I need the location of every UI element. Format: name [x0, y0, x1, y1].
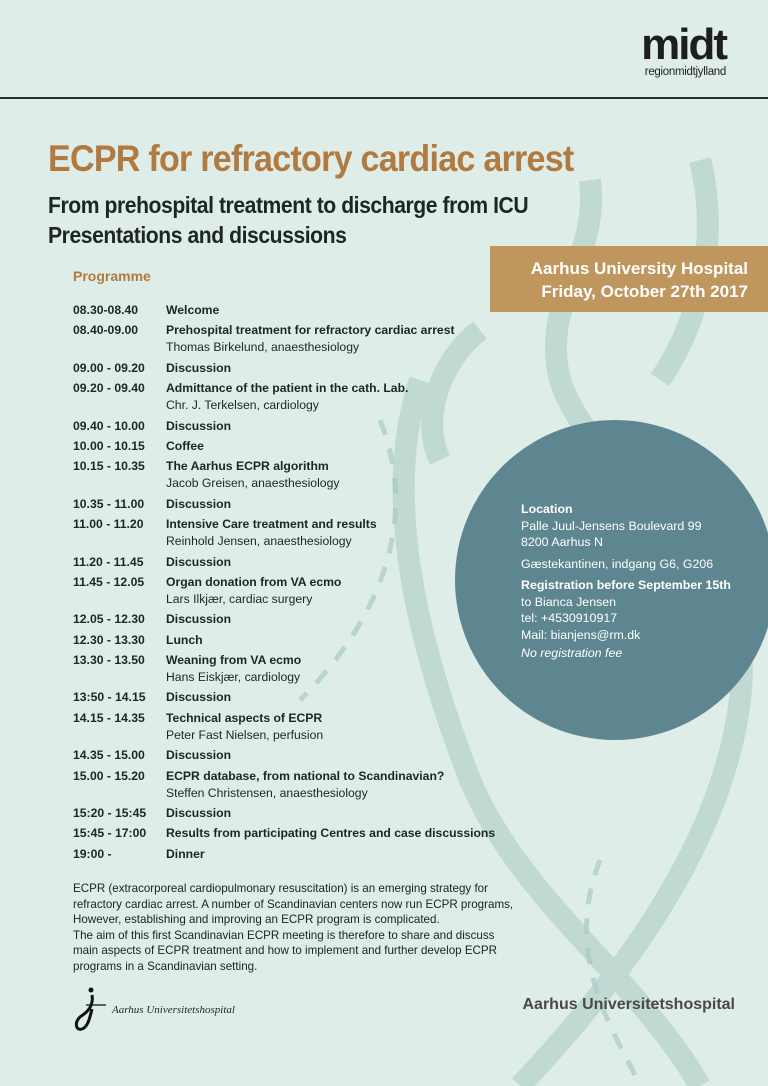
item-title: Intensive Care treatment and results — [166, 517, 377, 532]
item-time: 12.30 - 13.30 — [73, 632, 145, 647]
item-time: 09.00 - 09.20 — [73, 360, 145, 375]
item-title: Discussion — [166, 690, 232, 705]
programme-item — [73, 380, 543, 414]
description-line: However, establishing and improving an ECPR program is complicated. — [73, 913, 440, 926]
poster-title: ECPR for refractory cardiac arrest — [48, 138, 574, 179]
address-line: Palle Juul-Jensens Boulevard 99 — [521, 518, 702, 533]
item-time: 08.40-09.00 — [73, 323, 139, 338]
item-time: 09.40 - 10.00 — [73, 418, 145, 433]
address-line: 8200 Aarhus N — [521, 535, 603, 549]
programme-heading: Programme — [73, 268, 151, 284]
item-time: 15:45 - 17:00 — [73, 826, 147, 841]
contact-phone: tel: +4530910917 — [521, 611, 618, 625]
description-line: ECPR (extracorporeal cardiopulmonary resuscitation) is an emerging strategy for — [73, 882, 488, 895]
item-title: The Aarhus ECPR algorithm — [166, 459, 329, 474]
item-speaker: Peter Fast Nielsen, perfusion — [166, 727, 324, 742]
item-title: Organ donation from VA ecmo — [166, 574, 342, 589]
venue: Aarhus University Hospital — [530, 259, 748, 278]
programme-item — [73, 846, 543, 863]
item-speaker: Lars Ilkjær, cardiac surgery — [166, 591, 313, 606]
description-line: main aspects of ECPR treatment and how to implement and further develop ECPR — [73, 944, 498, 957]
item-title: Dinner — [166, 846, 205, 861]
programme-item — [73, 805, 543, 822]
item-title: Weaning from VA ecmo — [166, 653, 302, 668]
item-speaker: Jacob Greisen, anaesthesiology — [166, 476, 340, 491]
item-title: Results from participating Centres and case discussions — [166, 826, 496, 841]
description-line: The aim of this first Scandinavian ECPR meeting is therefore to share and discuss — [73, 928, 495, 942]
footer-hospital-name: Aarhus Universitetshospital — [522, 996, 735, 1013]
item-time: 12.05 - 12.30 — [73, 612, 145, 627]
description-line: programs in a Scandinavian setting. — [73, 959, 258, 973]
programme-item — [73, 322, 543, 356]
logo-main: midt — [641, 20, 726, 69]
programme-item — [73, 710, 543, 744]
item-time: 15.00 - 15.20 — [73, 768, 145, 783]
subtitle-line: Presentations and discussions — [48, 222, 347, 248]
aarhus-hospital-logo — [72, 987, 235, 1033]
event-date: Friday, October 27th 2017 — [541, 282, 748, 301]
item-time: 09.20 - 09.40 — [73, 381, 145, 396]
item-title: Discussion — [166, 360, 232, 375]
item-title: Discussion — [166, 554, 232, 569]
programme-item — [73, 360, 543, 377]
item-time: 13:50 - 14.15 — [73, 690, 146, 705]
programme-item — [73, 438, 543, 455]
item-speaker: Thomas Birkelund, anaesthesiology — [166, 340, 360, 355]
midt-logo — [641, 20, 726, 78]
item-time: 14.35 - 15.00 — [73, 748, 145, 763]
programme-item — [73, 747, 543, 764]
contact-person: to Bianca Jensen — [521, 594, 617, 609]
description — [73, 881, 563, 974]
registration-heading: Registration before September 15th — [521, 578, 731, 592]
item-title: Discussion — [166, 748, 232, 763]
programme-item — [73, 652, 543, 686]
item-speaker: Hans Eiskjær, cardiology — [166, 670, 301, 685]
item-time: 10.00 - 10.15 — [73, 438, 145, 453]
item-title: ECPR database, from national to Scandinavian? — [166, 768, 445, 783]
programme-item — [73, 302, 543, 319]
item-title: Discussion — [166, 612, 232, 627]
item-speaker: Chr. J. Terkelsen, cardiology — [166, 398, 319, 413]
item-time: 08.30-08.40 — [73, 303, 139, 317]
logo-text: Aarhus Universitetshospital — [112, 1004, 235, 1016]
item-time: 11.00 - 11.20 — [73, 517, 144, 532]
item-title: Coffee — [166, 438, 204, 453]
logo-sub: regionmidtjylland — [644, 66, 726, 78]
location-heading: Location — [521, 502, 573, 516]
item-speaker: Steffen Christensen, anaesthesiology — [166, 785, 368, 800]
subtitle-line: From prehospital treatment to discharge from ICU — [48, 192, 529, 218]
item-time: 19:00 - — [73, 846, 112, 861]
item-time: 11.45 - 12.05 — [73, 574, 145, 589]
item-time: 13.30 - 13.50 — [73, 653, 145, 668]
programme-item — [73, 418, 543, 435]
item-title: Discussion — [166, 418, 232, 433]
item-speaker: Reinhold Jensen, anaesthesiology — [166, 534, 352, 549]
programme-item — [73, 458, 543, 492]
header-divider — [0, 97, 768, 99]
item-title: Welcome — [166, 303, 220, 317]
item-time: 10.35 - 11.00 — [73, 496, 145, 511]
item-title: Admittance of the patient in the cath. Lab. — [166, 381, 409, 396]
item-title: Technical aspects of ECPR — [166, 710, 323, 725]
room: Gæstekantinen, indgang G6, G206 — [521, 556, 714, 571]
poster-subtitle — [48, 190, 528, 250]
programme-item — [73, 768, 543, 802]
item-time: 14.15 - 14.35 — [73, 710, 145, 725]
item-time: 10.15 - 10.35 — [73, 459, 145, 474]
item-title: Discussion — [166, 806, 232, 821]
event-info — [521, 501, 731, 662]
item-time: 11.20 - 11.45 — [73, 554, 144, 569]
description-line: refractory cardiac arrest. A number of Scandinavian centers now run ECPR programs, — [73, 897, 514, 911]
hospital-emblem-icon — [72, 987, 108, 1033]
item-title: Discussion — [166, 496, 232, 511]
programme-item — [73, 689, 543, 706]
item-title: Prehospital treatment for refractory cardiac arrest — [166, 323, 455, 338]
item-title: Lunch — [166, 632, 203, 647]
item-time: 15:20 - 15:45 — [73, 806, 147, 821]
programme-item — [73, 825, 543, 842]
contact-email: Mail: bianjens@rm.dk — [521, 627, 641, 642]
fee-note: No registration fee — [521, 646, 623, 660]
